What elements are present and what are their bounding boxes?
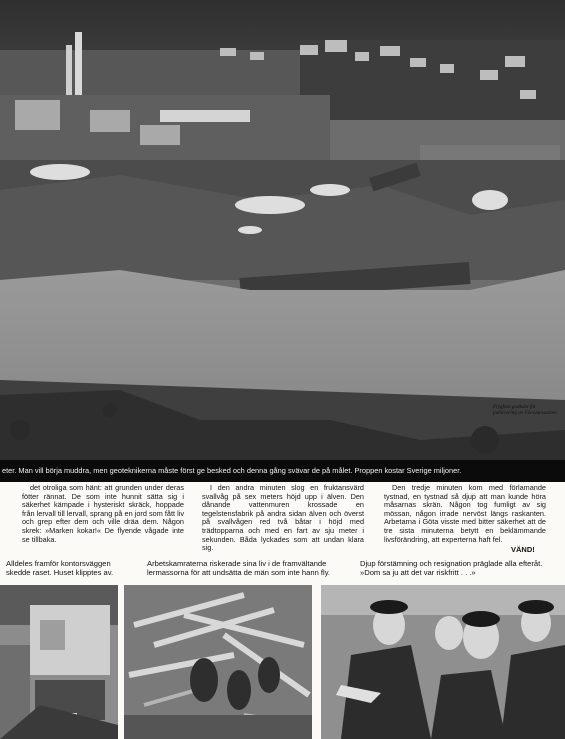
photo-credit: Flygfoto godkänt för publicering av Försvarsstaben — [493, 404, 557, 416]
office-wall-image — [0, 585, 118, 739]
turn-page-label: VÄND! — [511, 545, 535, 554]
workers-photo-caption: Djup förstämning och resignation präglade alla efteråt. »Dom sa ju att det var riskfritt . . .» — [360, 559, 543, 578]
timber-rescue-image — [124, 585, 312, 739]
main-photo-caption: eter. Man vill börja muddra, men geoteknikerna måste först ge besked och denna gång svävar de på målet. Proppen kostar Sverige miljoner. — [0, 460, 565, 482]
timber-rescue-photo — [124, 585, 312, 739]
workers-group-photo — [321, 585, 565, 739]
office-photo-caption: Alldeles framför kontorsväggen skedde raset. Huset klipptes av. — [6, 559, 114, 578]
article-column-3: Den tredje minuten kom med förlamande tystnad, en tystnad så djup att man kunde höra måsarnas skrän. Någon tog fumligt av sig mössan, någon irrade nervöst längs raskanten. Arbetarna i Göta visste med bitter säkerhet att de tre sista minuterna betytt en beklämmande livsförändring, att experterna haft fel. — [384, 483, 546, 544]
article-column-2: I den andra minuten slog en fruktansvärd svallvåg på sex meters höjd upp i älven. Den dånande vattenmuren krossade en tegelstensfabrik på andra sidan älven och överst på svallvågen red två båtar i höjd med trädtopparna och med en fart av sju meter i sekunden. Båda lyckades som att undan klara sig. — [202, 483, 364, 553]
workers-group-image — [321, 585, 565, 739]
timber-photo-caption: Arbetskamraterna riskerade sina liv i de framvältande lermassorna för att undsätta de män som inte hann fly. — [147, 559, 331, 578]
article-column-1: det otroliga som hänt: att grunden under deras fötter rännat. De som inte hunnit sätta sig i säkerhet kämpade i hysteriskt skräck, hoppade från lervall till lervall, sprang på en jord som fått liv och grep efter dem och ville dräa dem. Någon skrek: »Marken kokar!« De flyende vågade inte se tillbaka. — [22, 483, 184, 544]
office-wall-photo — [0, 585, 118, 739]
